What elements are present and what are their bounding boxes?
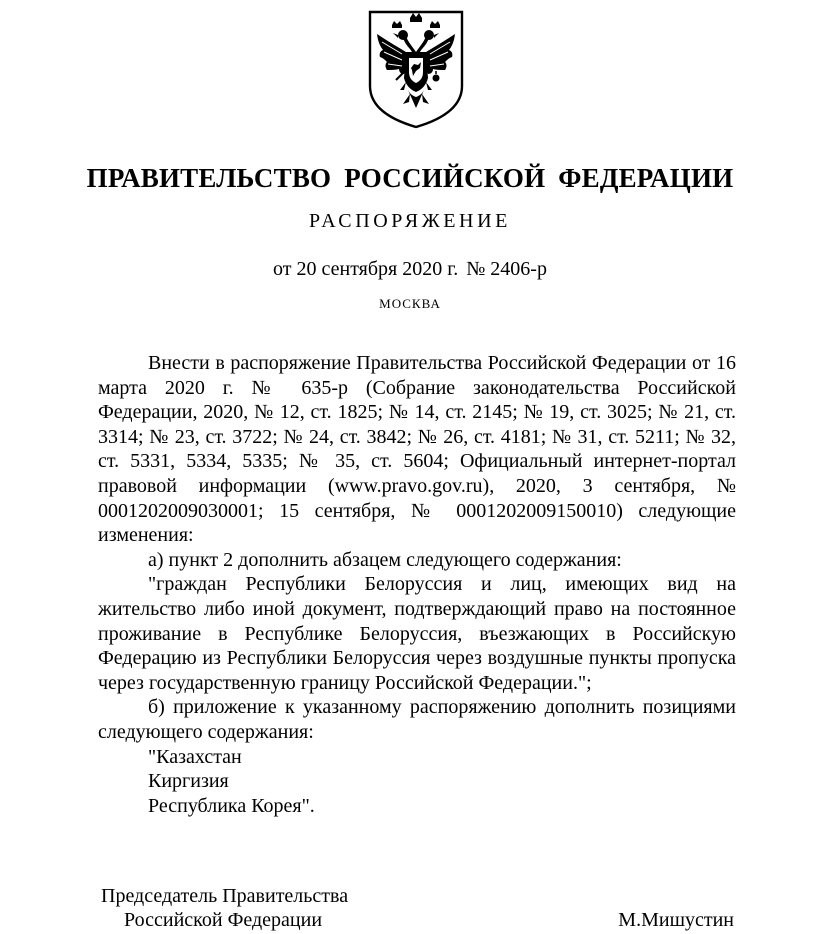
paragraph-item-b: б) приложение к указанному распоряжению дополнить позициями следующего содержания: [98,696,736,743]
government-title: ПРАВИТЕЛЬСТВО РОССИЙСКОЙ ФЕДЕРАЦИИ [86,163,734,193]
document-number: № 2406-р [466,258,547,280]
paragraph-item-a: а) пункт 2 дополнить абзацем следующего содержания: [148,548,622,571]
document-body [98,351,736,818]
list-item: Киргизия [148,770,229,793]
document-date: от 20 сентября 2020 г. [273,258,459,280]
document-date-line [0,258,820,281]
signatory-position [101,884,348,932]
list-item: Республика Корея". [148,794,315,817]
document-city: МОСКВА [379,296,441,311]
signatory-position-line1: Председатель Правительства [101,885,349,907]
russian-coat-of-arms-icon [366,8,466,130]
signatory-name: М.Мишустин [618,909,734,931]
paragraph-amendment-intro: Внести в распоряжение Правительства Российской Федерации от 16 марта 2020 г. № 635-р (Собрание законодательства Российской Федерации, 2020, № 12, ст. 1825; № 14, ст. 2145; № 19, ст. 3025; № 21, ст. 3314; № 23, ст. 3722; № 24, ст. 3842; № 26, ст. 4181; № 31, ст. 5211; № 32, ст. 5331, 5334, 5335; № 35, ст. 5604; Официальный интернет-портал правовой информации (www.pravo.gov.ru), 2020, 3 сентября, № 0001202009030001; 15 сентября, № 0001202009150010) следующие изменения: [98,352,736,547]
document-type: РАСПОРЯЖЕНИЕ [309,210,511,232]
signatory-position-line2: Российской Федерации [124,909,323,931]
paragraph-item-a-quote: "граждан Республики Белоруссия и лиц, имеющих вид на жительство либо иной документ, подтверждающий право на постоянное проживание в Республике Белоруссия, въезжающих в Российскую Федерацию из Республики Белоруссия через воздушные пункты пропуска через государственную границу Российской Федерации."; [98,573,736,694]
list-item: "Казахстан [148,745,242,768]
